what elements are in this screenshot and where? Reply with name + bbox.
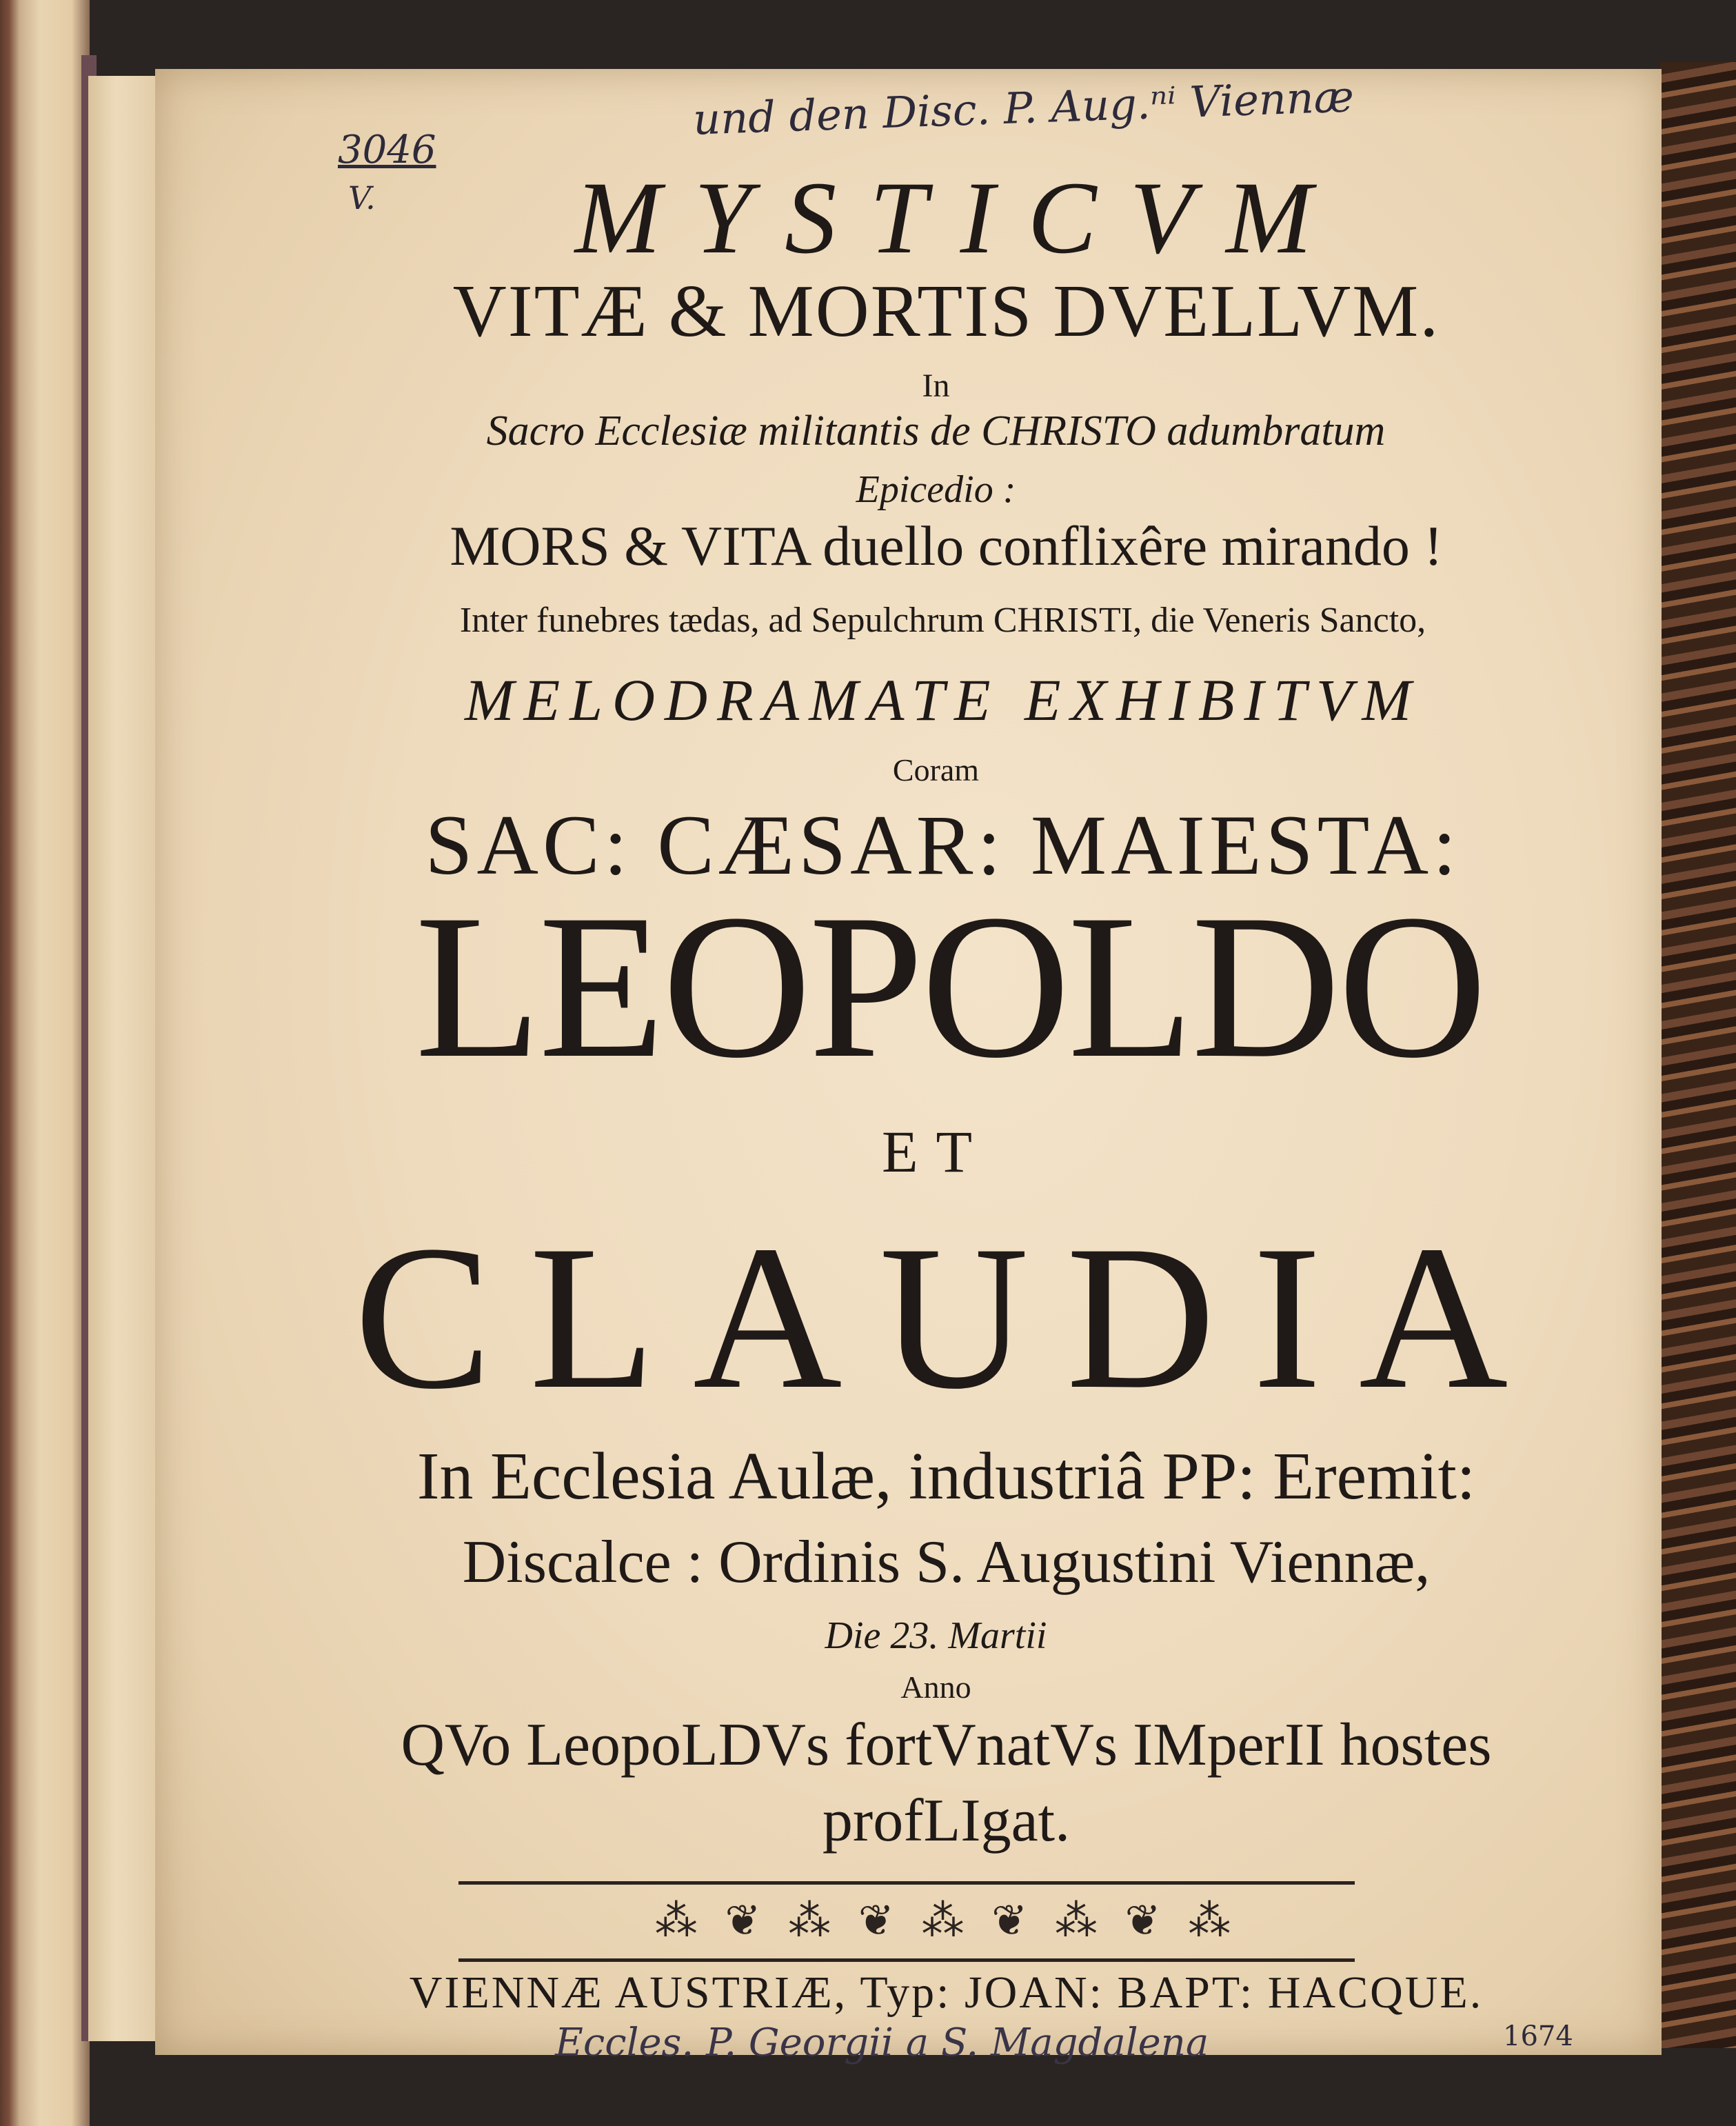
handwritten-shelfmark-volume: V.	[348, 179, 376, 217]
marbled-board-right	[1660, 62, 1736, 2048]
title-line-maiesta: SAC: CÆSAR: MAIESTA:	[425, 798, 1461, 892]
title-line-sacro: Sacro Ecclesiæ militantis de CHRISTO adumbratum	[486, 408, 1386, 454]
title-line-coram: Coram	[892, 752, 980, 788]
handwritten-top-note: und den Disc. P. Aug.ⁿⁱ Viennæ	[692, 71, 1355, 145]
title-line-date: Die 23. Martii	[825, 1614, 1047, 1657]
title-line-chronogram: QVo LeopoLDVs fortVnatVs IMperII hostes	[401, 1712, 1492, 1778]
title-line-mysticum: MYSTICVM	[574, 161, 1346, 275]
title-page	[155, 69, 1662, 2065]
title-line-anno: Anno	[900, 1669, 971, 1705]
title-line-in: In	[922, 368, 950, 404]
printer-ornament: ⁂ ❦ ⁂ ❦ ⁂ ❦ ⁂ ❦ ⁂	[654, 1895, 1238, 1945]
title-line-ecclesia: In Ecclesia Aulæ, industriâ PP: Eremit:	[416, 1439, 1476, 1514]
title-line-et: ET	[881, 1119, 991, 1185]
title-line-epicedio: Epicedio :	[856, 468, 1016, 511]
title-line-leopoldo: LEOPOLDO	[414, 872, 1485, 1101]
title-line-duellum: VITÆ & MORTIS DVELLVM.	[452, 270, 1440, 352]
handwritten-shelfmark: 3046	[338, 128, 436, 172]
title-line-melodramate: MELODRAMATE EXHIBITVM	[464, 667, 1422, 733]
book-cover-left	[0, 0, 90, 2126]
title-line-claudia: CLAUDIA	[354, 1203, 1546, 1432]
imprint-line: VIENNÆ AUSTRIÆ, Typ: JOAN: BAPT: HACQUE.	[409, 1967, 1484, 2018]
title-line-profligat: profLIgat.	[822, 1787, 1071, 1854]
title-line-discalce: Discalce : Ordinis S. Augustini Viennæ,	[462, 1529, 1431, 1596]
binding-tape	[88, 76, 159, 2041]
divider-rule-top	[458, 1881, 1355, 1885]
title-line-mors-vita: MORS & VITA duello conflixêre mirando !	[450, 514, 1443, 577]
handwritten-year: 1674	[1503, 2020, 1573, 2052]
handwritten-bottom-note: Eccles. P. Georgii a S. Magdalena	[555, 2020, 1209, 2065]
divider-rule-bottom	[458, 1958, 1355, 1962]
title-line-inter-funebres: Inter funebres tædas, ad Sepulchrum CHRISTI, die Veneris Sancto,	[459, 601, 1426, 640]
